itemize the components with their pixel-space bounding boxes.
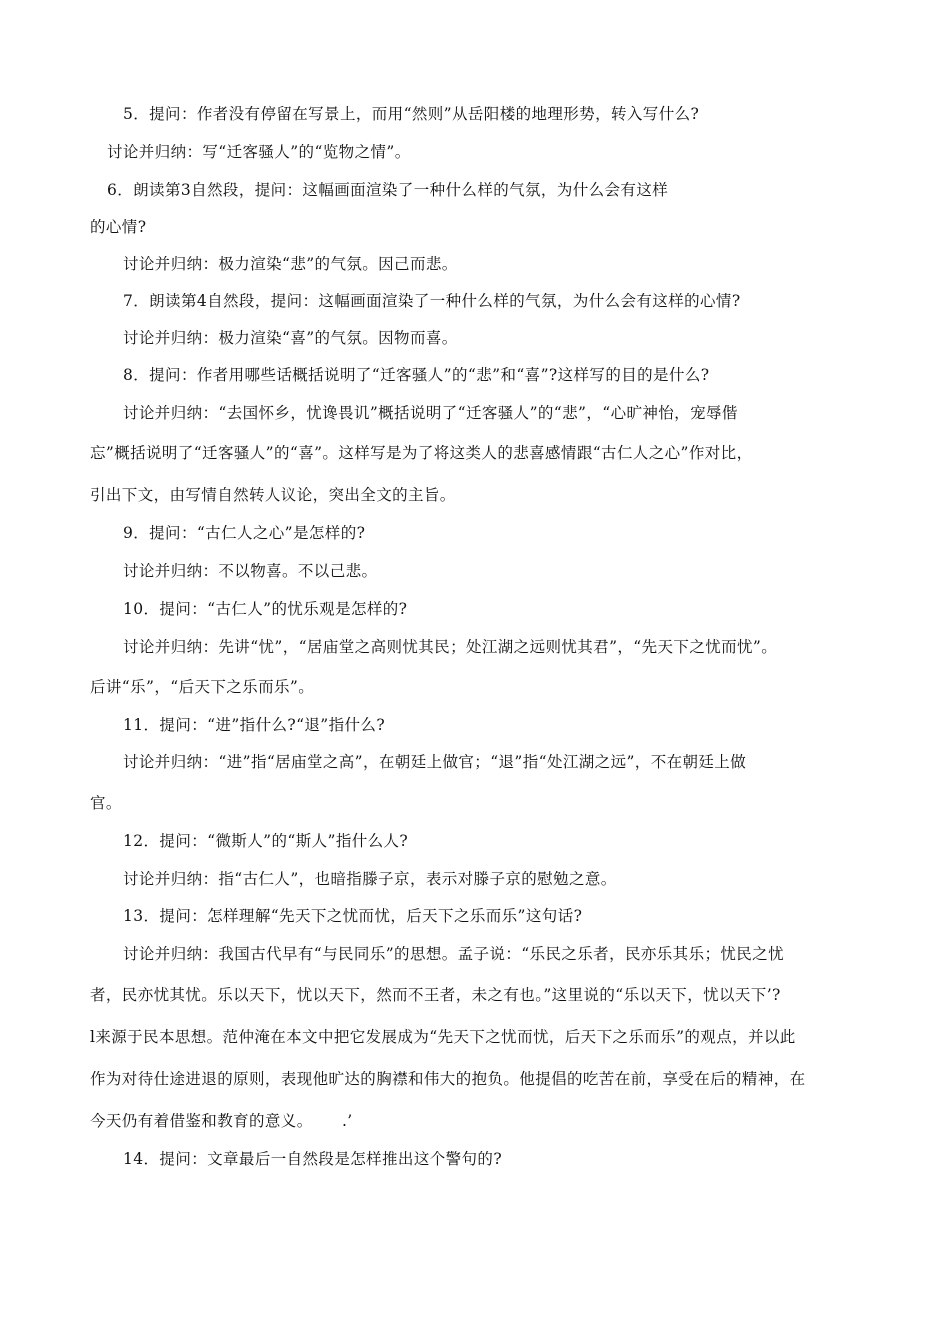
answer-10-continued: 后讲“乐”，“后天下之乐而乐”。 xyxy=(90,678,315,696)
question-12: 12．提问：“微斯人”的“斯人”指什么人? xyxy=(123,832,409,850)
question-7: 7．朗读第4自然段，提问：这幅画面渲染了一种什么样的气氛，为什么会有这样的心情? xyxy=(123,292,741,310)
question-9: 9．提问：“古仁人之心”是怎样的? xyxy=(123,524,366,542)
answer-8-continued: 忘”概括说明了“迁客骚人”的“喜”。这样写是为了将这类人的悲喜感情跟“古仁人之心”作对比， xyxy=(90,444,753,462)
question-8: 8．提问：作者用哪些话概括说明了“迁客骚人”的“悲”和“喜”?这样写的目的是什么? xyxy=(123,366,710,384)
answer-13-line-2: 者，民亦忧其忧。乐以天下，忧以天下，然而不王者，未之有也。”这里说的“乐以天下，忧以天下’? xyxy=(90,986,781,1004)
answer-8: 讨论并归纳：“去国怀乡，忧谗畏讥”概括说明了“迁客骚人”的“悲”，“心旷神怡，宠辱偕 xyxy=(123,404,738,422)
question-6: 6．朗读第3自然段，提问：这幅画面渲染了一种什么样的气氛，为什么会有这样 xyxy=(107,181,669,199)
answer-9: 讨论并归纳：不以物喜。不以己悲。 xyxy=(123,562,378,580)
question-14: 14．提问：文章最后一自然段是怎样推出这个警句的? xyxy=(123,1150,503,1168)
answer-6: 讨论并归纳：极力渲染“悲”的气氛。因己而悲。 xyxy=(123,255,458,273)
question-10: 10．提问：“古仁人”的忧乐观是怎样的? xyxy=(123,600,408,618)
answer-13: 讨论并归纳：我国古代早有“与民同乐”的思想。孟子说：“乐民之乐者，民亦乐其乐；忧民之忧 xyxy=(123,945,784,963)
answer-11: 讨论并归纳：“进”指“居庙堂之高”，在朝廷上做官；“退”指“处江湖之远”，不在朝廷上做 xyxy=(123,753,747,771)
answer-8-end: 引出下文，由写情自然转人议论，突出全文的主旨。 xyxy=(90,486,456,504)
answer-12: 讨论并归纳：指“古仁人”，也暗指滕子京，表示对滕子京的慰勉之意。 xyxy=(123,870,617,888)
answer-13-line-3: l来源于民本思想。范仲淹在本文中把它发展成为“先天下之忧而忧，后天下之乐而乐”的观点，并以此 xyxy=(90,1028,796,1046)
answer-10: 讨论并归纳：先讲“忧”，“居庙堂之高则忧其民；处江湖之远则忧其君”，“先天下之忧而忧”。 xyxy=(123,638,778,656)
question-13: 13．提问：怎样理解“先天下之忧而忧，后天下之乐而乐”这句话? xyxy=(123,907,583,925)
answer-7: 讨论并归纳：极力渲染“喜”的气氛。因物而喜。 xyxy=(123,329,458,347)
answer-13-line-5: 今天仍有着借鉴和教育的意义。 .’ xyxy=(90,1112,353,1130)
answer-11-continued: 官。 xyxy=(90,794,122,812)
question-5: 5．提问：作者没有停留在写景上，而用“然则”从岳阳楼的地理形势，转入写什么? xyxy=(123,105,700,123)
question-6-continued: 的心情? xyxy=(90,218,147,236)
answer-5: 讨论并归纳：写“迁客骚人”的“览物之情”。 xyxy=(107,143,411,161)
answer-13-line-4: 作为对待仕途进退的原则，表现他旷达的胸襟和伟大的抱负。他提倡的吃苦在前，享受在后的精神，在 xyxy=(90,1070,806,1088)
question-11: 11．提问：“进”指什么?“退”指什么? xyxy=(123,716,386,734)
